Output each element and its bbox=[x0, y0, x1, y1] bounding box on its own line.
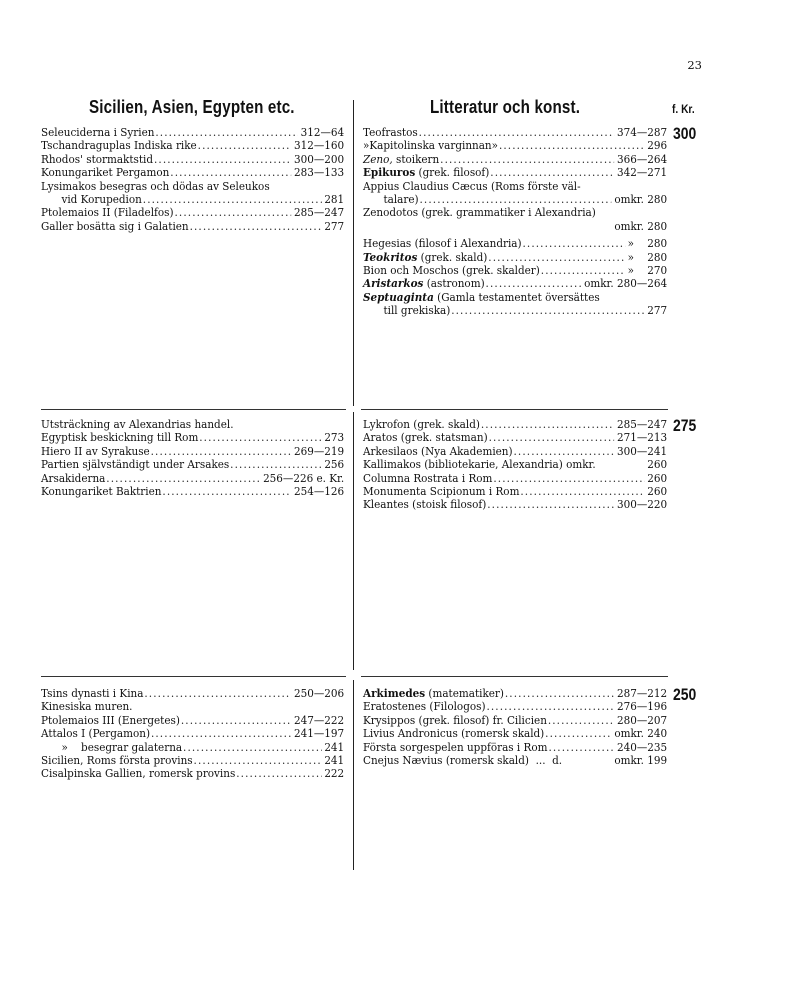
entry: Attalos I (Pergamon) ..... 241—197 bbox=[41, 727, 344, 740]
entry: Konungariket Pergamon ..... 283—133 bbox=[41, 166, 344, 179]
entry: Ptolemaios III (Energetes) ..... 247—222 bbox=[41, 714, 344, 727]
column-divider-2 bbox=[353, 412, 354, 670]
entry: Appius Claudius Cæcus (Roms förste väl- bbox=[363, 179, 581, 193]
entry: Kleantes (stoisk filosof) ..... 300—220 bbox=[363, 498, 667, 511]
heading-right: Litteratur och konst. bbox=[430, 96, 581, 117]
entry: Aratos (grek. statsman) ..... 271—213 bbox=[363, 431, 667, 444]
entry: Cnejus Nævius (romersk skald) ... d. omkr. 199 bbox=[363, 754, 668, 768]
section-rule-1-left bbox=[41, 409, 346, 410]
entry: till grekiska) ..... 277 bbox=[363, 304, 667, 317]
page-number: 23 bbox=[687, 58, 702, 72]
entry: Eratostenes (Filologos) ..... 276—196 bbox=[363, 700, 667, 713]
entry: Aristarkos (astronom) ..... omkr. 280—264 bbox=[363, 277, 667, 290]
entry: Livius Andronicus (romersk skald) ..... omkr. 240 bbox=[363, 727, 667, 740]
section-rule-2-right bbox=[361, 676, 668, 677]
section-2-right-column bbox=[363, 418, 667, 512]
entry: Lysimakos besegras och dödas av Seleukos bbox=[41, 179, 270, 193]
year-marker-250: 250 bbox=[673, 685, 697, 704]
section-rule-2-left bbox=[41, 676, 346, 677]
heading-left: Sicilien, Asien, Egypten etc. bbox=[89, 96, 295, 117]
entry: Zenodotos (grek. grammatiker i Alexandria) bbox=[363, 206, 596, 220]
section-1-right-column bbox=[363, 126, 667, 318]
section-rule-1-right bbox=[361, 409, 668, 410]
entry: talare) ..... omkr. 280 bbox=[363, 193, 667, 206]
entry: omkr. 280 bbox=[614, 219, 668, 233]
entry: »Kapitolinska varginnan» ..... 296 bbox=[363, 139, 667, 152]
entry: Tschandraguplas Indiska rike ..... 312—160 bbox=[41, 139, 344, 152]
entry: Arsakiderna ..... 256—226 e. Kr. bbox=[41, 472, 344, 485]
column-divider-1 bbox=[353, 100, 354, 406]
entry: Rhodos' stormaktstid ..... 300—200 bbox=[41, 153, 344, 166]
section-3-left-column bbox=[41, 687, 344, 781]
entry: Kallimakos (bibliotekarie, Alexandria) omkr. 260 bbox=[363, 458, 668, 472]
entry: Krysippos (grek. filosof) fr. Cilicien ..... 280—207 bbox=[363, 714, 667, 727]
entry: Teofrastos ..... 374—287 bbox=[363, 126, 667, 139]
entry: Sicilien, Roms första provins ..... 241 bbox=[41, 754, 344, 767]
entry: Egyptisk beskickning till Rom ..... 273 bbox=[41, 431, 344, 444]
entry: Kinesiska muren. bbox=[41, 700, 133, 714]
entry: Columna Rostrata i Rom ..... 260 bbox=[363, 472, 667, 485]
entry: Seleuciderna i Syrien ..... 312—64 bbox=[41, 126, 344, 139]
entry: vid Korupedion ..... 281 bbox=[41, 193, 344, 206]
heading-era: f. Kr. bbox=[672, 102, 695, 116]
entry: Cisalpinska Gallien, romersk provins ..... 222 bbox=[41, 767, 344, 780]
entry: Teokritos (grek. skald) ..... » 280 bbox=[363, 251, 667, 264]
entry: » besegrar galaterna ..... 241 bbox=[41, 741, 344, 754]
entry: Arkesilaos (Nya Akademien) ..... 300—241 bbox=[363, 445, 667, 458]
entry: Lykrofon (grek. skald) ..... 285—247 bbox=[363, 418, 667, 431]
year-marker-300: 300 bbox=[673, 124, 697, 143]
entry: Konungariket Baktrien ..... 254—126 bbox=[41, 485, 344, 498]
entry: Ptolemaios II (Filadelfos) ..... 285—247 bbox=[41, 206, 344, 219]
entry: Tsins dynasti i Kina ..... 250—206 bbox=[41, 687, 344, 700]
entry: Zeno, stoikern ..... 366—264 bbox=[363, 153, 667, 166]
entry: Hiero II av Syrakuse ..... 269—219 bbox=[41, 445, 344, 458]
year-marker-275: 275 bbox=[673, 416, 697, 435]
entry: Galler bosätta sig i Galatien ..... 277 bbox=[41, 220, 344, 233]
entry: Första sorgespelen uppföras i Rom ..... 240—235 bbox=[363, 741, 667, 754]
column-divider-3 bbox=[353, 680, 354, 870]
entry: Hegesias (filosof i Alexandria) ..... » 280 bbox=[363, 237, 667, 250]
entry: Monumenta Scipionum i Rom ..... 260 bbox=[363, 485, 667, 498]
entry: Epikuros (grek. filosof) ..... 342—271 bbox=[363, 166, 667, 179]
entry: Utsträckning av Alexandrias handel. bbox=[41, 418, 234, 431]
entry: Septuaginta (Gamla testamentet översättes bbox=[363, 289, 600, 304]
section-3-right-column bbox=[363, 687, 667, 767]
section-1-left-column bbox=[41, 126, 344, 233]
entry: Partien självständigt under Arsakes ..... 256 bbox=[41, 458, 344, 471]
entry: Arkimedes (matematiker) ..... 287—212 bbox=[363, 687, 667, 700]
entry: Bion och Moschos (grek. skalder) ..... » 270 bbox=[363, 264, 667, 277]
section-2-left-column bbox=[41, 418, 344, 498]
